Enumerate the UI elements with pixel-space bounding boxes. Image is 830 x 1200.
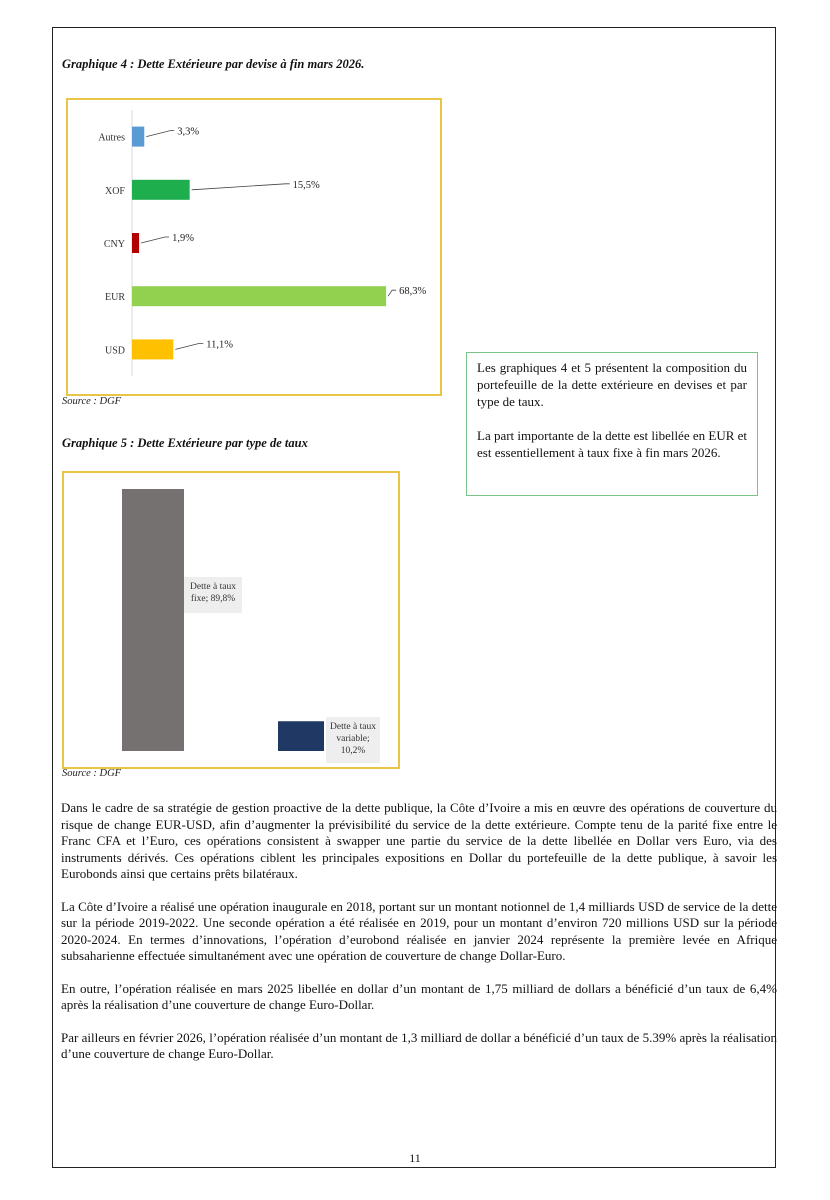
bar-cny (132, 233, 139, 253)
data-label-xof: 15,5% (292, 179, 320, 191)
data-label-variable-rate-line-1: Dette à taux (330, 722, 376, 732)
page-number: 11 (409, 1151, 421, 1165)
data-label-autres: 3,3% (177, 126, 200, 138)
commentary-box (466, 352, 758, 496)
tick-label-usd: USD (104, 345, 125, 357)
data-label-variable-rate-line-2: variable; (336, 734, 370, 744)
paragraph-operations-history: La Côte d’Ivoire a réalisé une opération inaugurale en 2018, portant sur un montant notionnel de 1,4 milliards USD de service de la dette sur la période 2019-2022. Une seconde opération a été réalisée en 2019, pour un montant d’environ 720 millions USD sur la période 2020-2024. En termes d’innovations, l’opération d’eurobond réalisée en janvier 2024 représente la première levée en Afrique subsaharienne effectuée simultanément avec une opération de couverture de change Dollar-Euro. (61, 898, 777, 963)
data-label-cny: 1,9% (172, 233, 194, 244)
commentary-p1: Les graphiques 4 et 5 présentent la composition du portefeuille de la dette extérieure en devises et par type de taux. (477, 360, 747, 409)
leader-line-usd (175, 343, 203, 349)
rate-type-bar-chart (64, 473, 398, 767)
leader-line-xof (192, 184, 290, 190)
data-label-fixed-rate-line-2: fixe; 89,8% (190, 594, 236, 604)
paragraph-hedging-strategy: Dans le cadre de sa stratégie de gestion proactive de la dette publique, la Côte d’Ivoire a mis en œuvre des opérations de couverture du risque de change EUR-USD, afin d’augmenter la prévisibilité du service de la dette extérieure. Compte tenu de la parité fixe entre le Franc CFA et l’Euro, ces opérations consistent à swapper une partie du service de la dette libellée en Dollar vers Euro, via des instruments dérivés. Ces opérations ciblent les principales expositions en Dollar du portefeuille de la dette publique, à savoir les Eurobonds ainsi que certains prêts bilatéraux. (61, 800, 777, 881)
bar-usd (132, 339, 173, 359)
chart5-caption: Graphique 5 : Dette Extérieure par type de taux (62, 436, 308, 450)
paragraph-february-2026: Par ailleurs en février 2026, l’opération réalisée d’un montant de 1,3 milliard de dollar a bénéficié d’un taux de 5.39% après la réalisation d’une couverture de change Euro-Dollar. (61, 1029, 777, 1061)
chart4-frame (66, 98, 442, 396)
bar-variable-rate (278, 721, 324, 751)
chart5-frame (62, 471, 400, 769)
tick-label-cny: CNY (103, 239, 125, 250)
chart5-source: Source : DGF (62, 768, 122, 779)
tick-label-eur: EUR (105, 292, 125, 304)
paragraph-march-2025: En outre, l’opération réalisée en mars 2025 libellée en dollar d’un montant de 1,75 milliard de dollars a bénéficié d’un taux de 6,4% après la réalisation d’une couverture de change Euro-Dollar. (61, 980, 777, 1012)
bar-xof (132, 180, 190, 200)
currency-bar-chart (68, 100, 440, 394)
data-label-usd: 11,1% (206, 339, 234, 351)
body-text (61, 800, 777, 1079)
commentary-p2: La part importante de la dette est libellée en EUR et est essentiellement à taux fixe à fin mars 2026. (477, 428, 748, 460)
chart4-source: Source : DGF (62, 396, 122, 407)
chart4-caption: Graphique 4 : Dette Extérieure par devise à fin mars 2026. (62, 57, 365, 71)
data-label-fixed-rate-line-1: Dette à taux (190, 582, 236, 592)
data-label-variable-rate-line-3: 10,2% (340, 746, 366, 756)
bar-fixed-rate (122, 489, 184, 751)
data-label-eur: 68,3% (399, 286, 427, 298)
tick-label-autres: Autres (98, 132, 125, 144)
tick-label-xof: XOF (104, 185, 125, 197)
bar-eur (132, 286, 386, 306)
bar-autres (132, 127, 144, 147)
leader-line-autres (146, 131, 174, 137)
leader-line-eur (388, 290, 396, 296)
leader-line-cny (141, 237, 169, 243)
